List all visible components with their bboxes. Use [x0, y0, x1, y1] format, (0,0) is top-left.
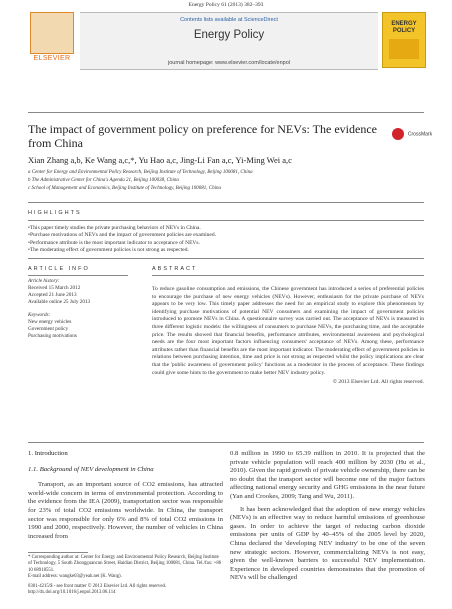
- crossmark-button[interactable]: [390, 125, 434, 143]
- keywords-label: Keywords:: [28, 312, 51, 318]
- section-heading: 1. Introduction: [28, 450, 68, 457]
- received-date: Received 15 March 2012: [28, 285, 81, 291]
- affiliation-a: a Center for Energy and Environmental Policy Research, Beijing Institute of Technology, Beijing 100081, China: [28, 170, 253, 175]
- highlights-bottom-rule: [28, 258, 424, 259]
- footnotes: [28, 555, 223, 596]
- elsevier-tree-icon: [30, 12, 74, 54]
- masthead-divider: [28, 112, 424, 113]
- body-column-left: [28, 450, 223, 541]
- highlight-item: • Purchase motivations of NEVs and the impact of government policies are examined.: [28, 232, 424, 239]
- article-title: The impact of government policy on preference for NEVs: The evidence from China: [28, 122, 377, 150]
- journal-homepage[interactable]: journal homepage: www.elsevier.com/locate/enpol: [168, 60, 290, 66]
- highlight-item: • This paper timely studies the private purchasing behaviors of NEVs in China.: [28, 225, 424, 232]
- body-paragraph: 0.8 million in 1990 to 65.39 million in 2010. It is projected that the private vehicle population will reach 400 million by 2030 (Hu et al., 2010). Given the rapid growth of private vehicle ownership, there can be no doubt that the transport sector will become one of the major factors affecting national energy security and GHG emissions in the near future (Yan and Crookes, 2009; Tang and Wu, 2011).: [230, 450, 425, 500]
- highlights-top-rule: [28, 220, 424, 221]
- highlights-heading: HIGHLIGHTS: [28, 210, 82, 216]
- abstract-bottom-rule: [28, 442, 424, 443]
- doi-link[interactable]: http://dx.doi.org/10.1016/j.enpol.2013.06.114: [28, 590, 116, 596]
- masthead-center: [80, 12, 378, 70]
- subsection-heading: 1.1. Background of NEV development in China: [28, 465, 154, 473]
- author-list: Xian Zhang a,b, Ke Wang a,c,*, Yu Hao a,c, Jing-Li Fan a,c, Yi-Ming Wei a,c: [28, 155, 292, 165]
- author-email[interactable]: E-mail address: wangke03@yeah.net (K. Wang).: [28, 574, 122, 580]
- article-info-heading: ARTICLE INFO: [28, 266, 90, 272]
- issn-line: 0301-4215/$ - see front matter © 2013 Elsevier Ltd. All rights reserved.: [28, 583, 167, 589]
- affiliations: [28, 169, 428, 193]
- abstract-text: To reduce gasoline consumption and emissions, the Chinese government has introduced a series of preferential policies to encourage the purchase of new energy vehicles (NEVs). However, enthusiasm for the private purchase of NEVs appears to be very low. This timely paper addresses the need for an empirical study to explore this phenomenon by identifying purchase motivations of potential NEV consumers and examining the impact of government policies introduced to promote NEVs in China. A questionnaire survey was carried out. The acceptance of NEVs is measured in three different logistic models: the willingness of consumers to purchase NEVs, the purchasing time, and the acceptable price. The results showed that financial benefits, performance attributes, environmental awareness and psychological needs are the four most important factors influencing consumers' acceptance of NEVs. Among these, performance attributes rather than financial benefits are the most important indicator. The moderating effect of government policies in relations between purchasing intention, time and price is not strong as respected whilst the policy implications are clear that the 'public awareness of government policy' functions as a moderator in the process of acceptance. These findings could give some hints to the government to make better NEV industry policy.: [152, 286, 424, 376]
- highlight-item: • The moderating effect of government policies is not strong as respected.: [28, 247, 424, 254]
- crossmark-icon: [392, 128, 404, 140]
- body-paragraph: It has been acknowledged that the adoption of new energy vehicles (NEVs) is an effective way to reduce harmful emissions of greenhouse gases. In order to achieve the target of reducing carbon dioxide emissions per units of GDP by 40–45% of the 2005 level by 2020, China declared the 'developing NEV industry' to be one of the seven new strategic sectors. However, commercializing NEVs is not easy, given the well-known barriers to successful NEV implementation. Experience in developed countries demonstrates that the promotion of NEVs will be challenged: [230, 505, 425, 582]
- accepted-date: Accepted 21 June 2013: [28, 292, 77, 298]
- crossmark-label: CrossMark: [407, 131, 433, 138]
- history-label: Article history:: [28, 278, 60, 284]
- elsevier-logo: [28, 12, 76, 66]
- article-info-rule: [28, 275, 128, 276]
- elsevier-wordmark: ELSEVIER: [33, 55, 71, 62]
- journal-masthead: [28, 12, 426, 70]
- running-header: Energy Policy 61 (2013) 382–393: [188, 2, 264, 8]
- abstract-copyright: © 2013 Elsevier Ltd. All rights reserved.: [332, 379, 424, 386]
- abstract-heading: ABSTRACT: [152, 266, 198, 272]
- keyword-item: Government policy: [28, 326, 69, 332]
- affiliation-b: b The Administrative Center for China's Agenda 21, Beijing 100038, China: [28, 178, 179, 183]
- abstract-rule: [152, 275, 424, 276]
- journal-cover-thumbnail: [382, 12, 426, 68]
- journal-title: Energy Policy: [193, 29, 265, 41]
- affiliation-c: c School of Management and Economics, Beijing Institute of Technology, Beijing 100081, China: [28, 186, 221, 191]
- keyword-item: New energy vehicles: [28, 319, 72, 325]
- online-date: Available online 25 July 2013: [28, 299, 91, 305]
- abstract-block: [152, 278, 424, 385]
- keyword-item: Purchasing motivations: [28, 333, 77, 339]
- contents-line[interactable]: Contents lists available at ScienceDirect: [180, 17, 278, 23]
- footnote-divider: [28, 552, 88, 553]
- body-column-right: [230, 450, 425, 583]
- cover-graphic: [389, 39, 419, 59]
- affiliations-divider: [28, 202, 424, 203]
- cover-title: ENERGY POLICY: [391, 21, 417, 34]
- corresponding-author-note: * Corresponding author at: Center for Energy and Environmental Policy Research, Beijing Institute of Technology, 5 South Zhongguancun Street, Haidian District, Beijing 100081, China. Tel./fax: +86 10 68918551.: [28, 555, 222, 573]
- highlights-list: [28, 225, 424, 255]
- highlight-item: • Performance attribute is the most important indicator to acceptance of NEVs.: [28, 240, 424, 247]
- article-info: [28, 278, 128, 340]
- body-paragraph: Transport, as an important source of CO2 emissions, has attracted world-wide concern in terms of environmental protection. According to the evidence from the IEA (2009), transportation sector was responsible for 23% of total CO2 emissions worldwide. In China, the transport sector was responsible for only 6% and 8% of total CO2 emissions in 1990 and 2000, respectively. However, the number of vehicles in China increased from: [28, 481, 223, 540]
